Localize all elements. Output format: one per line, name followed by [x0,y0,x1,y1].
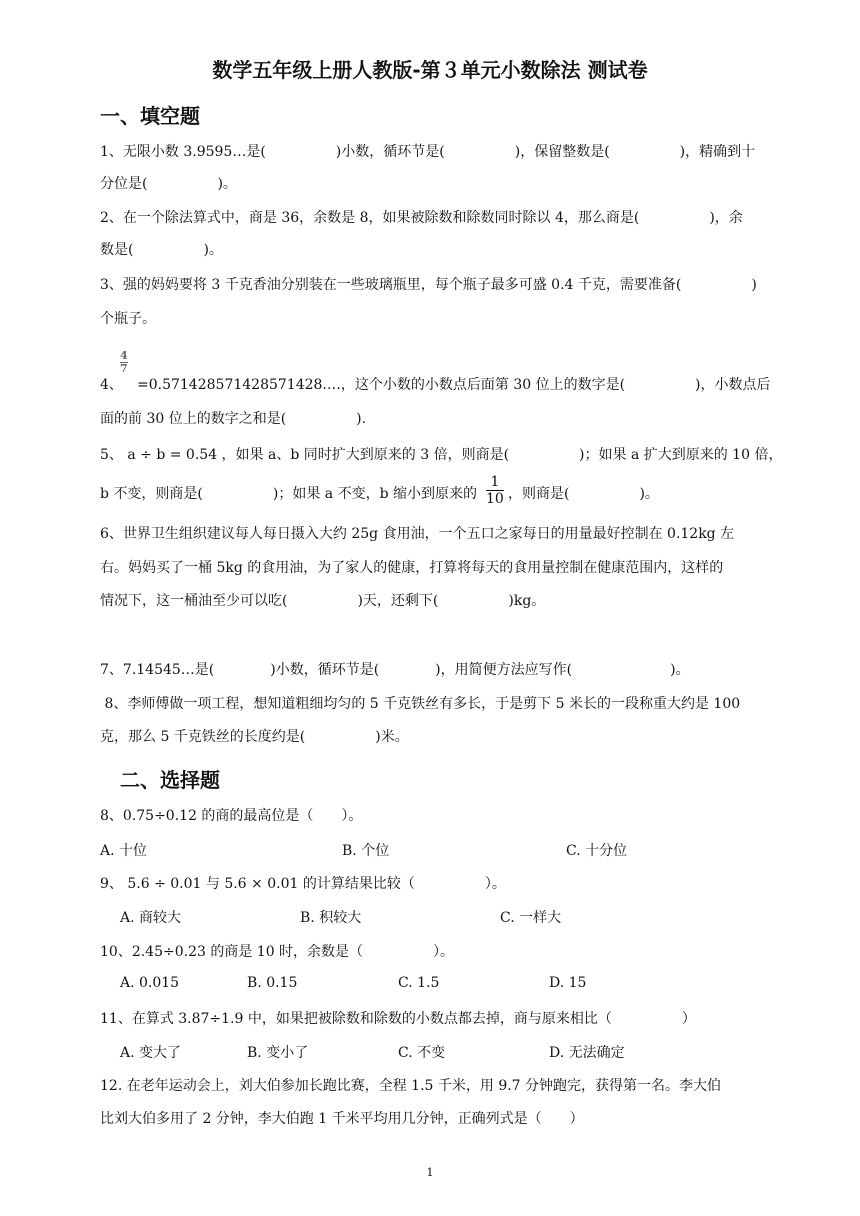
choice-11-option-a: A. 变大了 [120,1045,182,1061]
choice-10-option-d: D. 15 [549,975,587,991]
question-2-line-1: 2、在一个除法算式中，商是 36，余数是 8，如果被除数和除数同时除以 4，那么商是( )，余 [100,210,743,226]
choice-10-option-b: B. 0.15 [247,975,298,991]
question-8-fill-line-2: 克，那么 5 千克铁丝的长度约是( )米。 [100,729,409,745]
choice-11-stem: 11、在算式 3.87÷1.9 中，如果把被除数和除数的小数点都去掉，商与原来相比（ ） [100,1011,696,1027]
choice-12-line-1: 12. 在老年运动会上，刘大伯参加长跑比赛，全程 1.5 千米，用 9.7 分钟跑完，获得第一名。李大伯 [100,1078,722,1094]
choice-9-stem: 9、 5.6 ÷ 0.01 与 5.6 × 0.01 的计算结果比较（ ）。 [100,876,506,892]
choice-12-line-2: 比刘大伯多用了 2 分钟，李大伯跑 1 千米平均用几分钟，正确列式是（ ） [100,1111,584,1127]
choice-8-option-c: C. 十分位 [566,843,628,859]
fraction-denominator: 10 [486,491,504,507]
choice-9-option-b: B. 积较大 [300,910,362,926]
question-6-line-3: 情况下，这一桶油至少可以吃( )天，还剩下( )kg。 [100,593,546,609]
page-title: 数学五年级上册人教版-第３单元小数除法 测试卷 [212,58,648,82]
section-heading-fill-in: 一、填空题 [100,104,200,128]
fraction-one-tenth [486,474,504,507]
choice-8-option-a: A. 十位 [100,843,148,859]
question-2-line-2: 数是( )。 [100,242,223,258]
question-5-line-2b: ，则商是( )。 [508,486,659,502]
question-5-line-2a: b 不变，则商是( )；如果 a 不变，b 缩小到原来的 [100,486,477,502]
fraction-numerator: 1 [486,474,504,491]
question-4-prefix: 4、 [100,377,123,393]
choice-11-option-d: D. 无法确定 [549,1045,625,1061]
fraction-four-sevenths [120,350,128,375]
question-1-line-2: 分位是( )。 [100,176,237,192]
choice-8-stem: 8、0.75÷0.12 的商的最高位是（ ）。 [100,808,363,824]
question-6-line-2: 右。妈妈买了一桶 5kg 的食用油，为了家人的健康，打算将每天的食用量控制在健康范围内，这样的 [100,560,724,576]
question-7-line-1: 7、7.14545…是( )小数，循环节是( )，用简便方法应写作( )。 [100,662,690,678]
choice-8-option-b: B. 个位 [342,843,390,859]
question-5-line-1: 5、 a ÷ b = 0.54 ，如果 a、b 同时扩大到原来的 3 倍，则商是( )；如果 a 扩大到原来的 10 倍， [100,447,783,463]
choice-10-option-c: C. 1.5 [398,975,440,991]
question-6-line-1: 6、世界卫生组织建议每人每日摄入大约 25g 食用油，一个五口之家每日的用量最好控制在 0.12kg 左 [100,526,735,542]
question-3-line-1: 3、强的妈妈要将 3 千克香油分别装在一些玻璃瓶里，每个瓶子最多可盛 0.4 千克，需要准备( ) [100,277,757,293]
question-8-fill-line-1: 8、李师傅做一项工程，想知道粗细均匀的 5 千克铁丝有多长，于是剪下 5 米长的一段称重大约是 100 [100,696,741,712]
choice-9-option-c: C. 一样大 [500,910,562,926]
question-4-line-1: =0.571428571428571428.…，这个小数的小数点后面第 30 位上的数字是( )，小数点后 [137,377,771,393]
section-heading-multiple-choice: 二、选择题 [120,768,220,792]
question-3-line-2: 个瓶子。 [100,311,156,327]
choice-11-option-c: C. 不变 [398,1045,446,1061]
fraction-numerator: 4 [120,349,128,362]
question-1-line-1: 1、无限小数 3.9595…是( )小数，循环节是( )，保留整数是( )，精确到十 [100,144,756,160]
choice-9-option-a: A. 商较大 [120,910,182,926]
choice-10-option-a: A. 0.015 [120,975,180,991]
question-4-line-2: 面的前 30 位上的数字之和是( ). [100,411,367,427]
choice-11-option-b: B. 变小了 [247,1045,309,1061]
page-number: 1 [426,1166,434,1179]
choice-10-stem: 10、2.45÷0.23 的商是 10 时，余数是（ ）。 [100,944,455,960]
fraction-denominator: 7 [120,362,128,375]
